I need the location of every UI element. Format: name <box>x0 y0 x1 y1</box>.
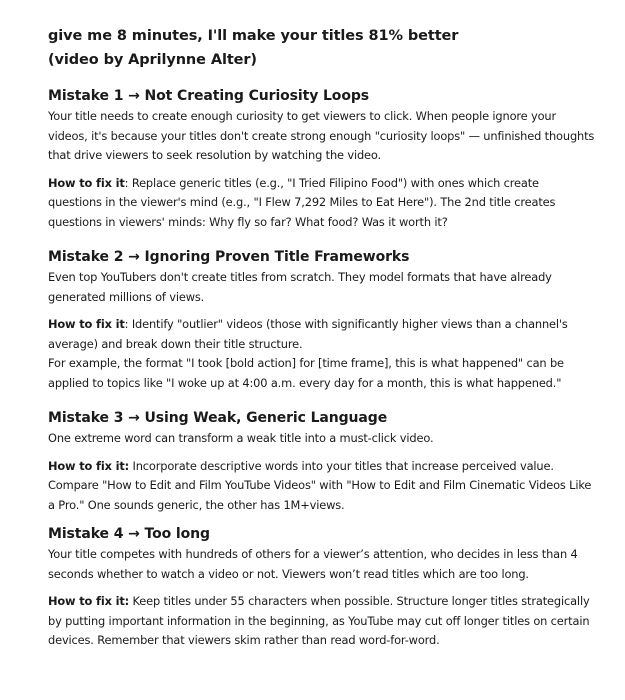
fix-text: Keep titles under 55 characters when possible. Structure longer titles strategically by putting important information in the beginning, as YouTube may cut off longer titles on certain devices. Remember that viewers skim rather than read word-for-word. <box>48 594 590 647</box>
fix-text: : Replace generic titles (e.g., "I Tried Filipino Food") with ones which create questions in the viewer's mind (e.g., "I Flew 7,292 Miles to Eat Here"). The 2nd title creates questions in viewers' minds: Why fly so far? What food? Was it worth it? <box>48 175 556 229</box>
section-body: Even top YouTubers don't create titles from scratch. They model formats that have already generated millions of views. <box>48 270 552 304</box>
fix-label: How to fix it: <box>48 594 130 608</box>
title-line-1: give me 8 minutes, I'll make your titles 81% better <box>48 28 459 44</box>
fix-paragraph <box>48 174 595 233</box>
fix-text: : Identify "outlier" videos (those with significantly higher views than a channel's average) and break down their title structure. <box>48 317 568 351</box>
section-heading: Mistake 2 → Ignoring Proven Title Frameworks <box>48 249 410 265</box>
section-mistake-4 <box>48 524 595 651</box>
section-heading: Mistake 3 → Using Weak, Generic Language <box>48 410 388 426</box>
fix-label: How to fix it <box>48 175 125 190</box>
section-heading: Mistake 4 → Too long <box>48 526 210 542</box>
fix-paragraph <box>48 315 595 354</box>
document-title <box>48 24 595 72</box>
fix-text: Incorporate descriptive words into your titles that increase perceived value. Compare "How to Edit and Film YouTube Videos" with "How to Edit and Film Cinematic Videos Like a Pro." One sounds generic, the other has 1M+views. <box>48 458 592 512</box>
fix-label: How to fix it: <box>48 458 130 473</box>
section-body: Your title competes with hundreds of others for a viewer’s attention, who decides in less than 4 seconds whether to watch a video or not. Viewers won’t read titles which are too long. <box>48 547 578 581</box>
title-line-2: (video by Aprilynne Alter) <box>48 52 257 68</box>
fix-paragraph <box>48 592 595 651</box>
section-mistake-2 <box>48 247 595 393</box>
fix-paragraph <box>48 457 595 516</box>
section-mistake-1 <box>48 86 595 232</box>
section-mistake-3 <box>48 408 595 515</box>
fix-label: How to fix it <box>48 317 125 331</box>
section-heading: Mistake 1 → Not Creating Curiosity Loops <box>48 88 370 104</box>
example-paragraph: For example, the format "I took [bold action] for [time frame], this is what happened" can be applied to topics like "I woke up at 4:00 a.m. every day for a month, this is what happened." <box>48 356 564 390</box>
section-body: One extreme word can transform a weak title into a must-click video. <box>48 431 434 445</box>
section-body: Your title needs to create enough curiosity to get viewers to click. When people ignore your videos, it's because your titles don't create strong enough "curiosity loops" — unfinished thoughts that drive viewers to seek resolution by watching the video. <box>48 109 595 162</box>
